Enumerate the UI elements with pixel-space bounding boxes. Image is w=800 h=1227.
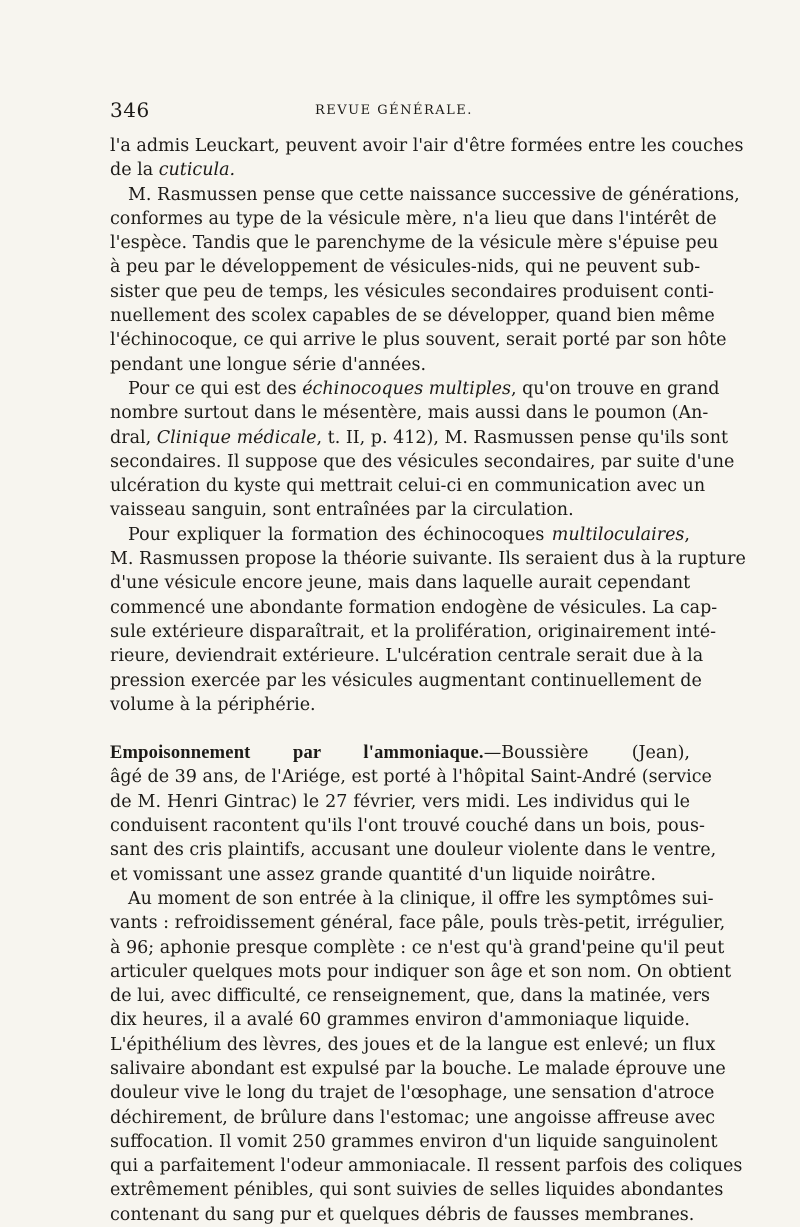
text-segment: suffocation. Il vomit 250 grammes environ d'un liquide sanguinolent xyxy=(110,1131,718,1152)
text-segment: âgé de 39 ans, de l'Ariége, est porté à l'hôpital Saint-André (service xyxy=(110,767,712,788)
text-segment: l'échinocoque, ce qui arrive le plus souvent, serait porté par son hôte xyxy=(110,330,727,351)
text-line xyxy=(110,255,701,279)
text-line xyxy=(110,838,717,862)
text-segment: Pour expliquer la formation des échinocoques xyxy=(128,524,552,545)
text-segment: articuler quelques mots pour indiquer son âge et son nom. On obtient xyxy=(110,961,732,982)
text-segment: rieure, deviendrait extérieure. L'ulcération centrale serait due à la xyxy=(110,646,704,667)
text-line xyxy=(110,498,690,522)
text-segment: volume à la périphérie. xyxy=(110,694,316,715)
text-line xyxy=(110,596,718,620)
text-line xyxy=(110,426,729,450)
text-line xyxy=(110,863,690,887)
text-line xyxy=(110,790,690,814)
text-segment: vaisseau sanguin, sont entraînées par la circulation. xyxy=(110,500,574,521)
text-line xyxy=(110,620,716,644)
italic-text: échinocoques multiples xyxy=(302,378,511,399)
text-line xyxy=(110,377,720,401)
text-segment: , qu'on trouve en grand xyxy=(510,378,720,399)
text-segment: sule extérieure disparaîtrait, et la prolifération, originairement inté- xyxy=(110,621,716,642)
text-line xyxy=(110,304,715,328)
text-line xyxy=(110,911,726,935)
text-line xyxy=(110,1081,715,1105)
text-segment: , t. II, p. 412), M. Rasmussen pense qu'ils sont xyxy=(316,427,729,448)
text-segment: salivaire abondant est expulsé par la bouche. Le malade éprouve une xyxy=(110,1058,726,1079)
text-line xyxy=(110,644,704,668)
text-line xyxy=(110,207,717,231)
text-line xyxy=(110,353,690,377)
text-segment: pendant une longue série d'années. xyxy=(110,354,427,375)
text-line xyxy=(110,328,727,352)
text-segment: à peu par le développement de vésicules-nids, qui ne peuvent sub- xyxy=(110,257,701,278)
italic-text: Clinique médicale xyxy=(156,427,317,448)
text-line xyxy=(110,450,735,474)
text-line xyxy=(110,1203,695,1227)
text-segment: à 96; aphonie presque complète : ce n'est qu'à grand'peine qu'il peut xyxy=(110,937,725,958)
section-heading: Empoisonnement par l'ammoniaque. xyxy=(110,743,484,764)
italic-text: multiloculaires xyxy=(551,524,685,545)
text-segment: conduisent racontent qu'ils l'ont trouvé couché dans un bois, pous- xyxy=(110,816,705,837)
text-line xyxy=(110,1178,724,1202)
text-segment: sister que peu de temps, les vésicules secondaires produisent conti- xyxy=(110,281,714,302)
text-segment: conformes au type de la vésicule mère, n'a lieu que dans l'intérêt de xyxy=(110,208,717,229)
text-segment: de lui, avec difficulté, ce renseignement, que, dans la matinée, vers xyxy=(110,986,710,1007)
section-echinococcus xyxy=(110,134,746,717)
heading-tail-text: —Boussière (Jean), xyxy=(483,743,690,764)
text-line xyxy=(110,1154,743,1178)
text-segment: M. Rasmussen propose la théorie suivante. Ils seraient dus à la rupture xyxy=(110,549,746,570)
text-segment: d'une vésicule encore jeune, mais dans laquelle aurait cependant xyxy=(110,573,691,594)
text-segment: commencé une abondante formation endogène de vésicules. La cap- xyxy=(110,597,718,618)
text-line xyxy=(110,693,690,717)
text-line xyxy=(110,936,725,960)
text-segment: , xyxy=(684,524,690,545)
text-line xyxy=(110,474,706,498)
text-line xyxy=(110,765,712,789)
text-segment: qui a parfaitement l'odeur ammoniacale. Il ressent parfois des coliques xyxy=(110,1156,743,1177)
text-line xyxy=(110,814,705,838)
running-title: REVUE GÉNÉRALE. xyxy=(315,103,473,118)
text-segment: l'a admis Leuckart, peuvent avoir l'air d'être formées entre les couches xyxy=(110,136,744,156)
italic-text: cuticula. xyxy=(158,160,236,181)
text-line xyxy=(110,1033,716,1057)
section-heading-line xyxy=(110,741,690,765)
text-segment: pression exercée par les vésicules augmentant continuellement de xyxy=(110,670,702,691)
section-gap xyxy=(110,717,690,741)
text-segment: dix heures, il a avalé 60 grammes environ d'ammoniaque liquide. xyxy=(110,1010,690,1031)
text-line xyxy=(110,984,710,1008)
text-line xyxy=(110,1057,726,1081)
text-line xyxy=(110,571,690,595)
text-segment: déchirement, de brûlure dans l'estomac; une angoisse affreuse avec xyxy=(110,1107,716,1128)
text-segment: sant des cris plaintifs, accusant une douleur violente dans le ventre, xyxy=(110,840,717,861)
text-segment: extrêmement pénibles, qui sont suivies de selles liquides abondantes xyxy=(110,1180,724,1201)
text-segment: dral, xyxy=(110,427,157,448)
text-segment: Pour ce qui est des xyxy=(128,378,303,399)
text-segment: vants : refroidissement général, face pâle, pouls très-petit, irrégulier, xyxy=(110,913,726,934)
text-line xyxy=(110,887,714,911)
text-segment: L'épithélium des lèvres, des joues et de la langue est enlevé; un flux xyxy=(110,1034,716,1055)
text-segment: secondaires. Il suppose que des vésicules secondaires, par suite d'une xyxy=(110,451,735,472)
text-line xyxy=(110,183,740,207)
text-line xyxy=(110,231,719,255)
text-line xyxy=(110,401,709,425)
text-body xyxy=(110,134,746,1227)
text-line xyxy=(110,523,690,547)
text-segment: de M. Henri Gintrac) le 27 février, vers midi. Les individus qui le xyxy=(110,791,690,812)
section-ammonia-poisoning xyxy=(110,741,743,1227)
text-segment: M. Rasmussen pense que cette naissance successive de générations, xyxy=(128,184,740,205)
text-segment: contenant du sang pur et quelques débris de fausses membranes. xyxy=(110,1204,695,1225)
text-segment: nombre surtout dans le mésentère, mais aussi dans le poumon (An- xyxy=(110,403,709,424)
book-page xyxy=(110,98,746,1227)
text-segment: nuellement des scolex capables de se développer, quand bien même xyxy=(110,306,715,327)
page-number: 346 xyxy=(110,98,150,122)
text-line xyxy=(110,1130,718,1154)
text-segment: et vomissant une assez grande quantité d'un liquide noirâtre. xyxy=(110,864,656,885)
text-segment: douleur vive le long du trajet de l'œsophage, une sensation d'atroce xyxy=(110,1083,715,1104)
text-line xyxy=(110,669,702,693)
text-segment: l'espèce. Tandis que le parenchyme de la vésicule mère s'épuise peu xyxy=(110,233,719,254)
text-segment: Au moment de son entrée à la clinique, il offre les symptômes sui- xyxy=(128,888,714,909)
text-segment: ulcération du kyste qui mettrait celui-ci en communication avec un xyxy=(110,476,706,497)
text-line xyxy=(110,134,744,158)
text-line xyxy=(110,1106,716,1130)
text-line xyxy=(110,547,746,571)
text-line xyxy=(110,1008,690,1032)
text-line xyxy=(110,960,732,984)
text-line xyxy=(110,158,690,182)
text-segment: de la xyxy=(110,160,159,181)
page-header xyxy=(110,98,690,124)
text-line xyxy=(110,280,714,304)
